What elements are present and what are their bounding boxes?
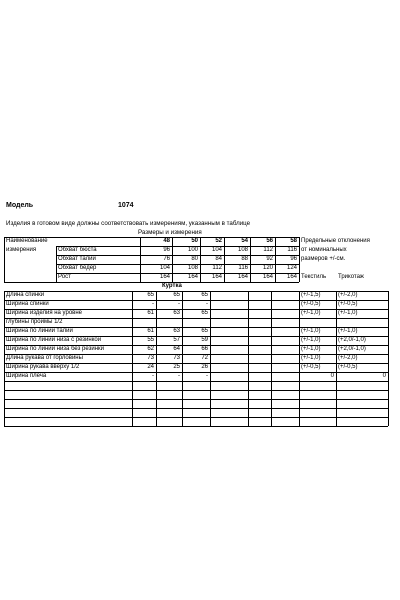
measurement-value: 164: [159, 274, 170, 280]
measurement-value: 124: [286, 265, 297, 271]
knit-tolerance: [336, 318, 388, 327]
measurement-value: 164: [237, 274, 248, 280]
textile-tolerance: (+/-1,0): [301, 310, 321, 316]
measurement-label: Ширина по линии низа с резинкой: [6, 337, 102, 343]
measurement-value: 104: [211, 247, 222, 253]
textile-tolerance: (+/-1,5): [301, 292, 321, 298]
measurement-value: -: [178, 301, 180, 307]
measurement-label: Рост: [58, 274, 71, 280]
knit-tolerance: (+2,0/-1,0): [338, 337, 366, 343]
measurement-value: 65: [147, 292, 154, 298]
measurement-label: Ширина по линии низа без резинки: [6, 346, 104, 352]
knit-tolerance: 0: [382, 373, 386, 379]
measurement-value: 24: [147, 364, 154, 370]
measurement-value: 26: [201, 364, 208, 370]
knit-tolerance: (+/-1,0): [338, 310, 358, 316]
measurement-value: 64: [173, 346, 180, 352]
measurement-label: Ширина изделия на уровне: [6, 310, 82, 316]
measurement-value: 116: [287, 247, 297, 253]
measurement-value: 25: [173, 364, 180, 370]
measurement-value: 164: [211, 274, 222, 280]
grid-line: [56, 246, 57, 282]
grid-line: [271, 291, 272, 426]
measurement-value: 73: [147, 355, 154, 361]
measurement-value: 88: [241, 256, 248, 262]
textile-header: Текстиль: [301, 274, 327, 280]
knit-tolerance: (+/-2,0): [338, 355, 358, 361]
grid-line: [299, 237, 300, 282]
measurement-label: Ширина по линии талии: [6, 328, 73, 334]
measurement-value: [182, 318, 210, 327]
knit-header: Трикотаж: [338, 274, 364, 280]
grid-line: [210, 291, 211, 426]
measurement-value: 63: [173, 328, 180, 334]
grid-line: [4, 399, 388, 400]
measurement-label: Длина рукава от горловины: [6, 355, 83, 361]
grid-line: [275, 237, 276, 282]
measurement-value: -: [152, 373, 154, 379]
textile-tolerance: (+/-1,0): [301, 355, 321, 361]
measurement-value: 57: [173, 337, 180, 343]
measurement-value: 104: [159, 265, 170, 271]
grid-line: [4, 237, 5, 282]
grid-line: [4, 381, 388, 382]
knit-tolerance: (+/-1,0): [338, 328, 358, 334]
grid-line: [140, 237, 141, 282]
size-header: 58: [290, 238, 297, 244]
measurement-value: 100: [187, 247, 198, 253]
deviation-subheader: от номинальных: [301, 247, 347, 253]
grid-line: [4, 417, 388, 418]
grid-line: [248, 291, 249, 426]
measurement-value: 65: [201, 292, 208, 298]
textile-tolerance: (+/-1,0): [301, 328, 321, 334]
measurement-value: [132, 318, 156, 327]
model-number: 1074: [118, 202, 134, 209]
size-header: 50: [191, 238, 198, 244]
measurement-value: -: [206, 301, 208, 307]
size-header: 48: [163, 238, 170, 244]
grid-line: [4, 426, 388, 427]
measurement-value: 92: [266, 256, 273, 262]
deviation-subheader: размеров +/-см.: [301, 256, 346, 262]
grid-line: [4, 390, 388, 391]
measurement-value: 61: [147, 328, 154, 334]
measurement-value: -: [178, 373, 180, 379]
knit-tolerance: (+/-0,5): [338, 364, 358, 370]
measurement-label: Обхват бедер: [58, 265, 97, 271]
measurement-value: 164: [187, 274, 198, 280]
measurement-value: 80: [191, 256, 198, 262]
header-name-cont: измерения: [6, 247, 37, 253]
size-header: 52: [215, 238, 222, 244]
textile-tolerance: (+/-1,0): [301, 337, 321, 343]
textile-tolerance: (+/-0,5): [301, 301, 321, 307]
measurement-value: 65: [201, 328, 208, 334]
grid-line: [56, 273, 299, 274]
grid-line: [56, 246, 299, 247]
textile-tolerance: 0: [330, 373, 334, 379]
measurement-label: Ширина спинки: [6, 301, 49, 307]
grid-line: [56, 264, 299, 265]
measurement-label: глубины проймы 1/2: [6, 319, 63, 325]
measurement-label: Ширина плеча: [6, 373, 47, 379]
grid-line: [4, 237, 299, 238]
measurement-value: 108: [187, 265, 198, 271]
knit-tolerance: (+/-2,0): [338, 292, 358, 298]
size-header: 54: [241, 238, 248, 244]
measurement-label: Длина спинки: [6, 292, 45, 298]
measurement-label: Ширина рукава вверху 1/2: [6, 364, 80, 370]
measurement-value: 72: [201, 355, 208, 361]
measurement-label: Обхват талии: [58, 256, 96, 262]
measurement-value: 120: [262, 265, 273, 271]
measurement-value: 59: [201, 337, 208, 343]
grid-line: [224, 237, 225, 282]
measurement-value: 112: [212, 265, 222, 271]
grid-line: [4, 408, 388, 409]
knit-tolerance: (+/-0,5): [338, 301, 358, 307]
grid-line: [172, 237, 173, 282]
grid-line: [4, 282, 299, 283]
measurement-value: 76: [163, 256, 170, 262]
measurement-value: 61: [147, 310, 154, 316]
measurement-value: 63: [173, 310, 180, 316]
measurement-value: 116: [238, 265, 248, 271]
textile-tolerance: (+/-1,0): [301, 346, 321, 352]
measurement-value: -: [152, 301, 154, 307]
measurement-value: 84: [215, 256, 222, 262]
sizes-title: Размеры и измерения: [138, 229, 202, 236]
measurement-value: 73: [173, 355, 180, 361]
textile-tolerance: (+/-0,5): [301, 364, 321, 370]
measurement-value: 65: [201, 310, 208, 316]
measurement-value: 66: [201, 346, 208, 352]
deviation-header: Предельные отклонения: [301, 238, 370, 244]
header-name: Наименование: [6, 238, 48, 244]
measurement-value: 164: [262, 274, 273, 280]
intro-text: Изделия в готовом виде должны соответствовать измерениям, указанным в таблице: [6, 220, 251, 227]
grid-line: [250, 237, 251, 282]
measurement-value: 65: [173, 292, 180, 298]
measurement-value: 96: [290, 256, 297, 262]
textile-tolerance: [299, 318, 336, 327]
measurement-value: 62: [147, 346, 154, 352]
measurement-value: -: [206, 373, 208, 379]
measurement-value: 164: [286, 274, 297, 280]
model-label: Модель: [6, 202, 34, 209]
measurement-label: Обхват бюста: [58, 247, 97, 253]
measurement-value: 55: [147, 337, 154, 343]
measurement-value: 96: [163, 247, 170, 253]
grid-line: [56, 255, 299, 256]
size-header: 56: [266, 238, 273, 244]
section-title: Куртка: [162, 283, 182, 289]
grid-line: [388, 291, 389, 426]
measurement-value: 108: [237, 247, 248, 253]
measurement-value: 112: [263, 247, 273, 253]
measurement-value: [156, 318, 182, 327]
knit-tolerance: (+2,0/-1,0): [338, 346, 366, 352]
grid-line: [200, 237, 201, 282]
